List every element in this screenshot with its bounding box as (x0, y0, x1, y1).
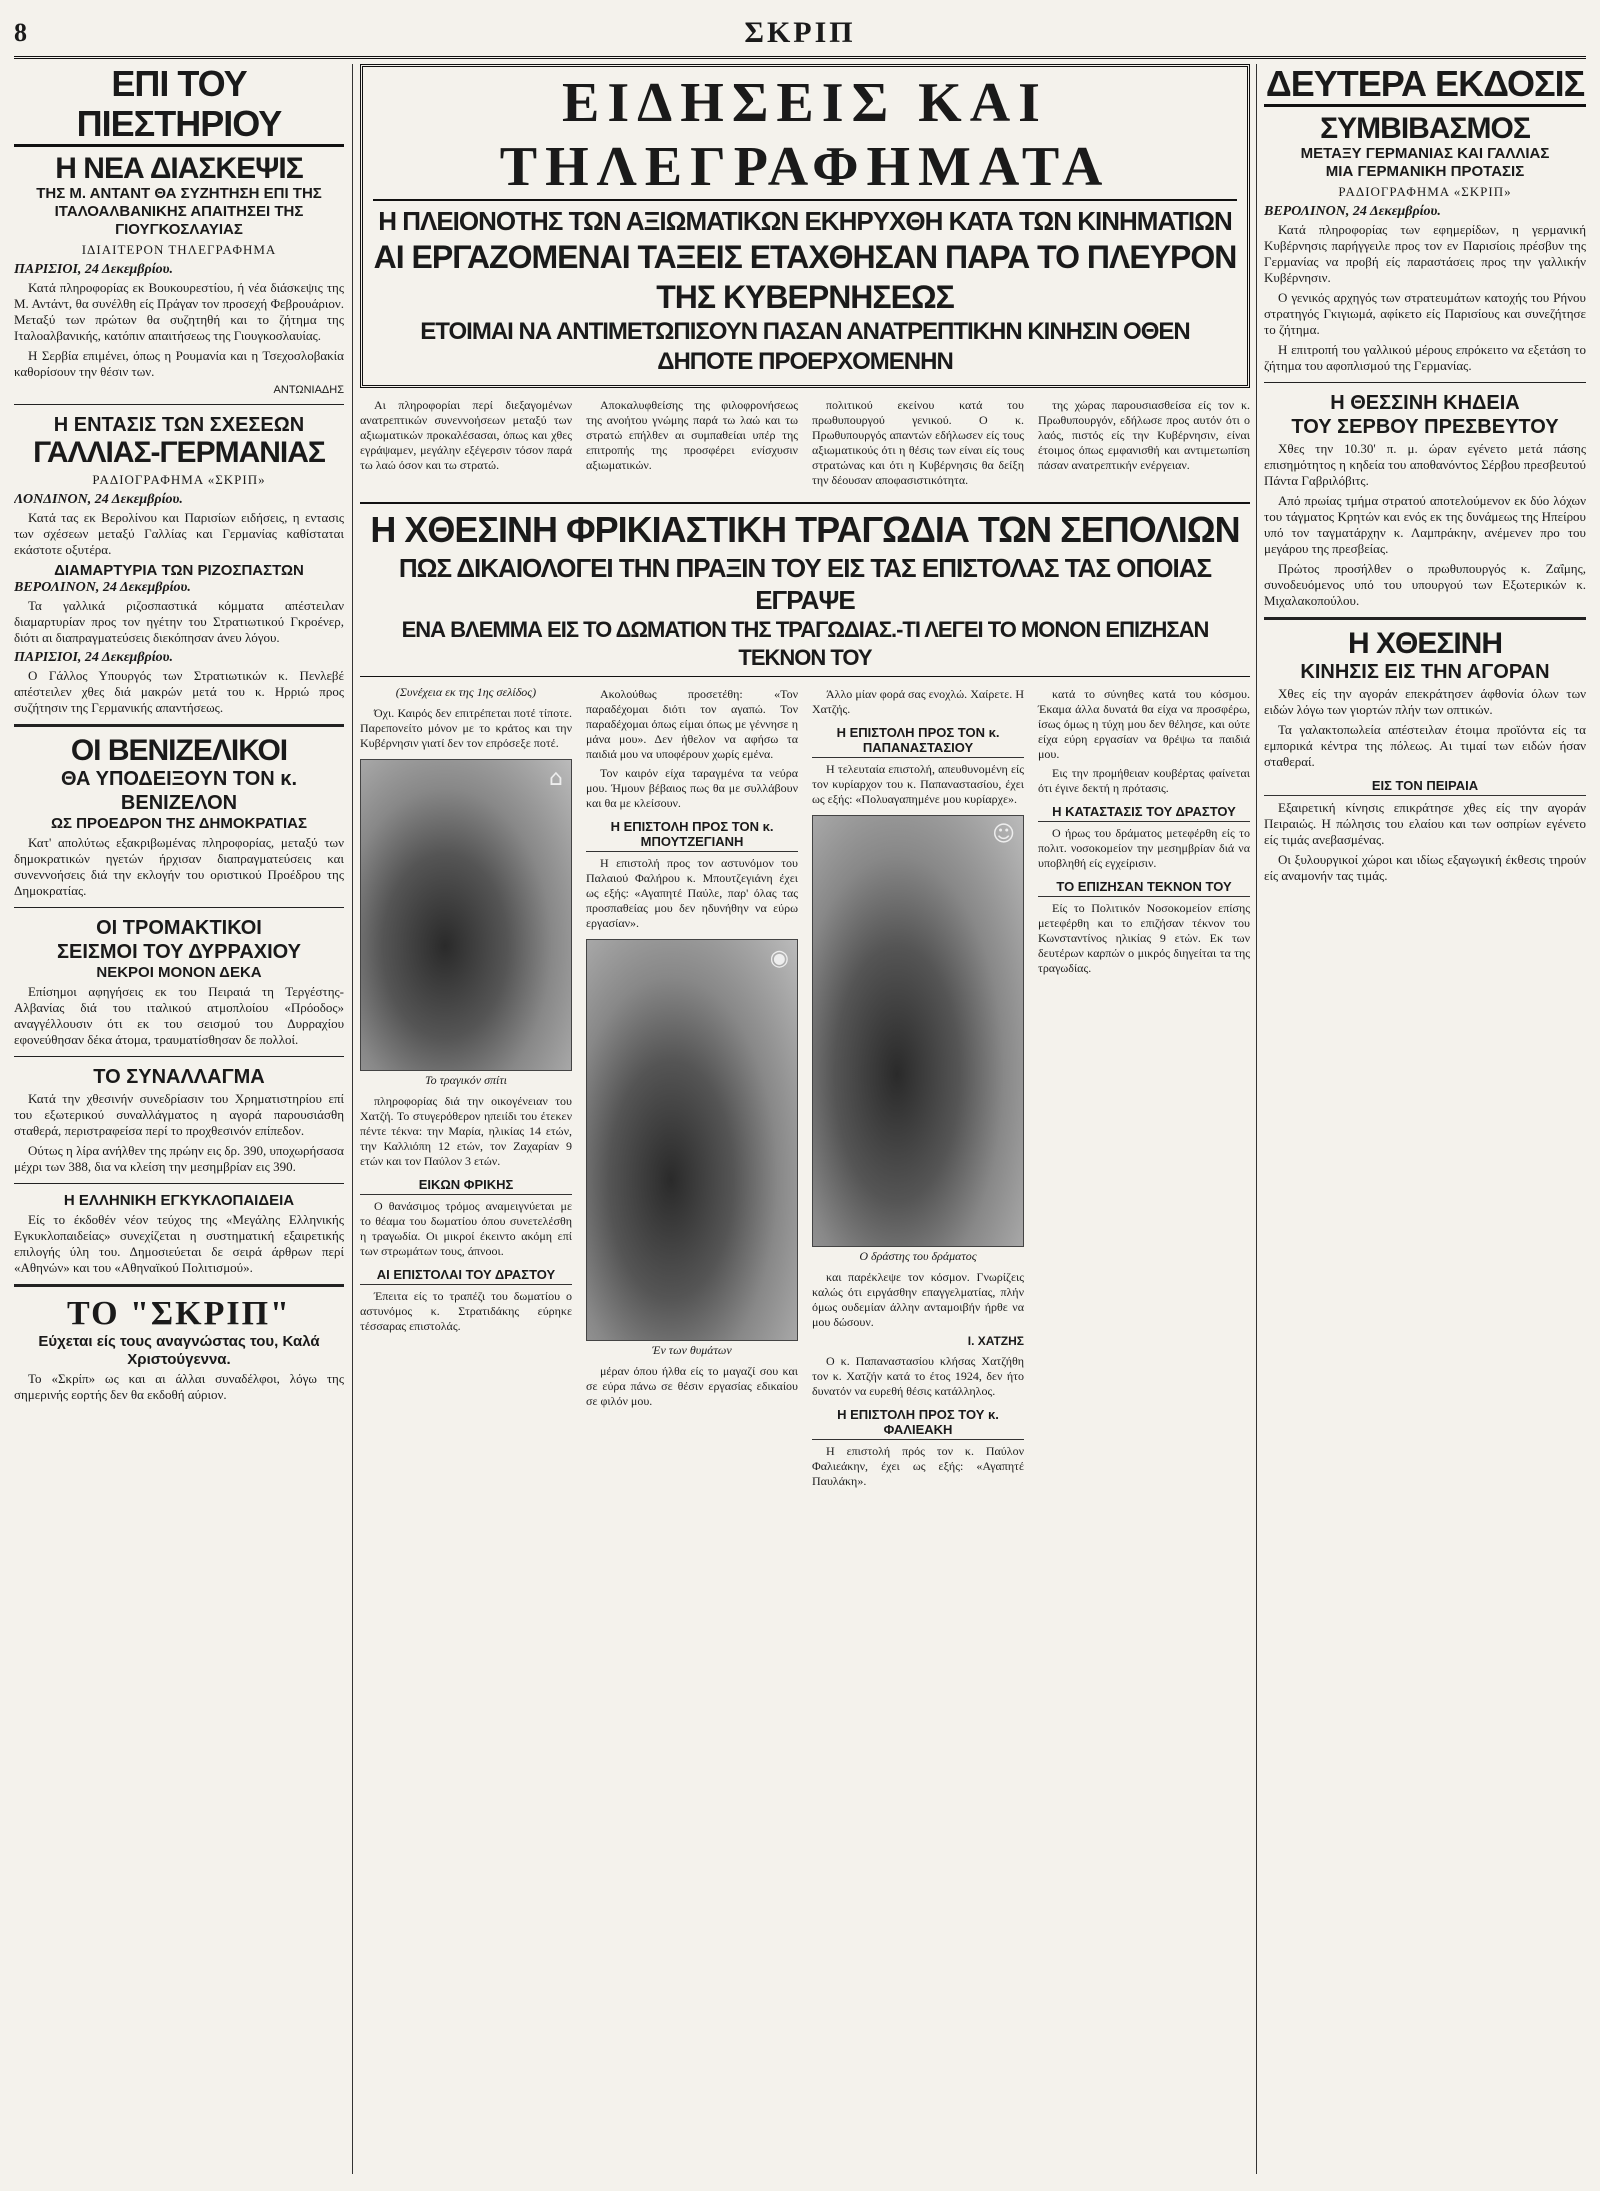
article-market (1264, 628, 1586, 884)
source-line: ΡΑΔΙΟΓΡΑΦΗΜΑ «ΣΚΡΙΠ» (1338, 184, 1512, 199)
paragraph: Είς το έκδοθέν νέον τεύχος της «Μεγάλης Ελληνικής Εγκυκλοπαιδείας» συνεχίζεται η συστηματική εξαιρετικής επιλογής ύλη του. Δημοσιεύεται δε σειρά άρθρων περί «Αθηνών» και του «Αθηναϊκού Πολιτισμού». (14, 1212, 344, 1275)
dateline: ΛΟΝΔΙΝΟΝ, 24 Δεκεμβρίου. (14, 492, 183, 507)
headline: ΟΙ ΒΕΝΙΖΕΛΙΚΟΙ (70, 734, 288, 767)
divider (1264, 382, 1586, 383)
paragraph: Επίσημοι αφηγήσεις εκ του Πειραιά τη Τεργέστης-Αλβανίας διά του ιταλικού ατμοπλοίου «Πρόοδος» αναγγέλλουσιν ότι εκ του σεισμού του Δυρραχίου εφονεύθησαν δέκα άτομα, τραυματίσθησαν δε πολλοί. (14, 984, 344, 1047)
dateline: ΒΕΡΟΛΙΝΟΝ, 24 Δεκεμβρίου. (14, 580, 191, 595)
column-divider (352, 64, 353, 2174)
paragraph: Χθες είς την αγοράν επεκράτησεν άφθονία όλων των ειδών λόγω των γιορτών πλήν των οπτικών. (1264, 686, 1586, 717)
tragedy-col-2 (586, 685, 798, 1493)
paragraph: Η Σερβία επιμένει, όπως η Ρουμανία και η Τσεχοσλοβακία καθορίσουν την θέσιν των. (14, 348, 344, 379)
tragedy-col-4 (1038, 685, 1250, 1493)
left-kicker: ΕΠΙ ΤΟΥ ΠΙΕΣΤΗΡΙΟΥ (14, 64, 344, 147)
headline: Η ΠΛΕΙΟΝΟΤΗΣ ΤΩΝ ΑΞΙΩΜΑΤΙΚΩΝ ΕΚΗΡΥΧΘΗ ΚΑΤΑ ΤΩΝ ΚΙΝΗΜΑΤΙΩΝ (373, 199, 1237, 237)
divider (1264, 617, 1586, 620)
article-encyclopedia (14, 1192, 344, 1276)
headline: ΤΟΥ ΣΕΡΒΟΥ ΠΡΕΣΒΕΥΤΟΥ (1291, 416, 1559, 438)
center-column (360, 64, 1250, 2174)
paragraph: Χθες την 10.30' π. μ. ώραν εγένετο μετά πάσης επισημότητος η κηδεία του αποθανόντος Σέρβου πρεσβευτού Πάντα Γαβριλόβιτς. (1264, 441, 1586, 488)
section-heading: ΑΙ ΕΠΙΣΤΟΛΑΙ ΤΟΥ ΔΡΑΣΤΟΥ (360, 1267, 572, 1285)
paragraph: Κατά τας εκ Βερολίνου και Παρισίων ειδήσεις, η εντασις των σχέσεων μεταξύ Γαλλίας και Γερμανίας καθίσταται εκάστοτε οξυτέρα. (14, 510, 344, 557)
paragraph: κατά το σύνηθες κατά του κόσμου. Έκαμα άλλα δυνατά θα είχα να προσφέρω, ίσως όμως η τύχη μου δεν θέλησε, και ούτε είχα εύρη εργασίαν να θρέψω τα παιδιά μου. (1038, 687, 1250, 761)
paper-name: ΣΚΡΙΠ (744, 16, 856, 49)
article-compromise (1264, 113, 1586, 374)
paragraph: Ο γενικός αρχηγός των στρατευμάτων κατοχής του Ρήνου στρατηγός Γκιγιωμά, αφίκετο είς Παρισίους και συνεζήτησε το ζήτημα. (1264, 290, 1586, 337)
paragraph: Εξαιρετική κίνησις επικράτησε χθες είς την αγοράν Πειραιώς. Η πώλησις του ελαίου και των οσπρίων εγένετο είς τιμάς ανεβασμένας. (1264, 800, 1586, 847)
byline: ΑΝΤΩΝΙΑΔΗΣ (273, 384, 344, 396)
section-title: ΕΙΔΗΣΕΙΣ ΚΑΙ ΤΗΛΕΓΡΑΦΗΜΑΤΑ (499, 72, 1111, 198)
source-line: ΙΔΙΑΙΤΕΡΟΝ ΤΗΛΕΓΡΑΦΗΜΑ (81, 242, 277, 257)
photo-icon: ⌂ (549, 766, 563, 791)
section-heading: Η ΕΠΙΣΤΟΛΗ ΠΡΟΣ ΤΟΝ κ. ΠΑΠΑΝΑΣΤΑΣΙΟΥ (812, 725, 1024, 758)
tragedy-article (360, 502, 1250, 1493)
house-photo (360, 759, 572, 1071)
paragraph: Τον καιρόν είχα ταραγμένα τα νεύρα μου. Ήμουν βέβαιος πως θα με συλλάβουν και θα με κλείσουν. (586, 766, 798, 810)
article-funeral (1264, 391, 1586, 609)
subheadline: ΜΙΑ ΓΕΡΜΑΝΙΚΗ ΠΡΟΤΑΣΙΣ (1325, 163, 1525, 180)
divider (14, 1056, 344, 1057)
paragraph: Κατά την χθεσινήν συνεδρίασιν του Χρηματιστηρίου επί του εξωτερικού συναλλάγματος η αγορά παρουσιάσθη σταθερά, περιστραφείσα περί το προχθεσινόν επίπεδον. (14, 1091, 344, 1138)
divider (14, 1284, 344, 1287)
dateline: ΠΑΡΙΣΙΟΙ, 24 Δεκεμβρίου. (14, 650, 173, 665)
headline: ΟΙ ΤΡΟΜΑΚΤΙΚΟΙ (96, 917, 262, 939)
tragedy-col-3 (812, 685, 1024, 1493)
tragedy-col-1 (360, 685, 572, 1493)
paragraph: Ακολούθως προσετέθη: «Τον παραδέχομαι διότι τον αγαπώ. Τον παραδέχομαι όπως είμαι όπως με γέννησε η μάνα μου». Δεν ήθελον να αφήσω τα παιδιά μου να υποφέρουν χωρίς εμένα. (586, 687, 798, 761)
section-heading: Η ΕΠΙΣΤΟΛΗ ΠΡΟΣ ΤΟΝ κ. ΜΠΟΥΤΖΕΓΙΑΝΗ (586, 819, 798, 852)
divider (14, 907, 344, 908)
divider (14, 404, 344, 405)
photo-caption: Έν των θυμάτων (652, 1343, 732, 1357)
headline: ΓΑΛΛΙΑΣ-ΓΕΡΜΑΝΙΑΣ (33, 436, 325, 469)
paragraph: Κατ' απολύτως εξακριβωμένας πληροφορίας, μεταξύ των δημοκρατικών ηγετών ήρχισαν διαπραγματεύσεις και συνεννοήσεις διά την εκλογήν του οριστικού Προέδρου της Δημοκρατίας. (14, 835, 344, 898)
paragraph: Ούτως η λίρα ανήλθεν της πρώην εις δρ. 390, υποχωρήσασα μέχρι των 388, δια να κλείση την μεσημβρίαν εις 390. (14, 1143, 344, 1174)
left-column (14, 64, 344, 2174)
headline: ΕΤΟΙΜΑΙ ΝΑ ΑΝΤΙΜΕΤΩΠΙΣΟΥΝ ΠΑΣΑΝ ΑΝΑΤΡΕΠΤΙΚΗΝ ΚΙΝΗΣΙΝ ΟΘΕΝ ΔΗΠΟΤΕ ΠΡΟΕΡΧΟΜΕΝΗΝ (420, 318, 1190, 375)
paragraph: Τα γαλακτοπωλεία απέστειλαν έτοιμα προϊόντα είς τα εμπορικά κέντρα της πόλεως. Αι τιμαί των ειδών ήσαν σταθεραί. (1264, 722, 1586, 769)
headline: ΘΑ ΥΠΟΔΕΙΞΟΥΝ ΤΟΝ κ. ΒΕΝΙΖΕΛΟΝ (60, 768, 298, 814)
section-heading: ΤΟ ΕΠΙΖΗΣΑΝ ΤΕΚΝΟΝ ΤΟΥ (1038, 879, 1250, 897)
section-heading: ΕΙΚΩΝ ΦΡΙΚΗΣ (360, 1177, 572, 1195)
headline: ΤΟ "ΣΚΡΙΠ" (67, 1295, 291, 1332)
paragraph: Κατά πληροφορίας εκ Βουκουρεστίου, ή νέα διάσκεψις της Μ. Αντάντ, θα συνέλθη είς Πράγαν τον προσεχή Φεβρουάριον. Μεταξύ των πρώτων θα συζητηθή και το ζήτημα της Ιταλοαλβανικής, κατόπιν απαιτήσεως της Γιουγκοσλαυίας. (14, 280, 344, 343)
headline: Η ΕΛΛΗΝΙΚΗ ΕΓΚΥΚΛΟΠΑΙΔΕΙΑ (63, 1192, 295, 1209)
signature: Ι. ΧΑΤΖΗΣ (967, 1334, 1024, 1348)
paragraph: Ο κ. Παπαναστασίου κλήσας Χατζήθη τον κ. Χατζήν κατά το έτος 1924, δεν ήτο δυνατόν να ευρεθή θέσις κατάλληλος. (812, 1354, 1024, 1398)
article-conference (14, 153, 344, 396)
headline: ΠΩΣ ΔΙΚΑΙΟΛΟΓΕΙ ΤΗΝ ΠΡΑΞΙΝ ΤΟΥ ΕΙΣ ΤΑΣ ΕΠΙΣΤΟΛΑΣ ΤΑΣ ΟΠΟΙΑΣ ΕΓΡΑΨΕ (398, 553, 1212, 615)
article-greetings (14, 1295, 344, 1403)
headline: Η ΧΘΕΣΙΝΗ ΦΡΙΚΙΑΣΤΙΚΗ ΤΡΑΓΩΔΙΑ ΤΩΝ ΣΕΠΟΛΙΩΝ (370, 509, 1240, 550)
article-tension (14, 413, 344, 716)
officers-article (360, 396, 1250, 492)
headline: ΚΙΝΗΣΙΣ ΕΙΣ ΤΗΝ ΑΓΟΡΑΝ (1300, 661, 1550, 683)
headline: ΑΙ ΕΡΓΑΖΟΜΕΝΑΙ ΤΑΞΕΙΣ ΕΤΑΧΘΗΣΑΝ ΠΑΡΑ ΤΟ ΠΛΕΥΡΟΝ ΤΗΣ ΚΥΒΕΡΝΗΣΕΩΣ (373, 239, 1237, 315)
paragraph: Ο ήρως του δράματος μετεφέρθη είς το πολιτ. νοσοκομείον την μεσημβρίαν διά να υποβληθή είς εγχείρισιν. (1038, 826, 1250, 870)
paragraph: Ο Γάλλος Υπουργός των Στρατιωτικών κ. Πενλεβέ απέστειλεν χθες διά μακρών μετά του κ. Ηρριώ προς συζήτησιν της Γερμανικής απαντήσεως. (14, 668, 344, 715)
subheadline: ΜΕΤΑΞΥ ΓΕΡΜΑΝΙΑΣ ΚΑΙ ΓΑΛΛΙΑΣ (1300, 145, 1550, 162)
article-venizelists (14, 735, 344, 899)
perpetrator-photo (812, 815, 1024, 1247)
tragedy-columns (360, 685, 1250, 1493)
headline: ΣΕΙΣΜΟΙ ΤΟΥ ΔΥΡΡΑΧΙΟΥ (56, 941, 301, 963)
paragraph: Έπειτα είς το τραπέζι του δωματίου ο αστυνόμος κ. Στρατιδάκης εύρηκε τέσσαρας επιστολάς. (360, 1289, 572, 1333)
headline: ΕΝΑ ΒΛΕΜΜΑ ΕΙΣ ΤΟ ΔΩΜΑΤΙΟΝ ΤΗΣ ΤΡΑΓΩΔΙΑΣ.-ΤΙ ΛΕΓΕΙ ΤΟ ΜΟΝΟΝ ΕΠΙΖΗΣΑΝ ΤΕΚΝΟΝ ΤΟΥ (360, 616, 1250, 677)
paragraph: Ο θανάσιμος τρόμος αναμειγνύεται με το θέαμα του δωματίου όπου συνετελέσθη η τραγωδία. Οι μικροί έκειντο ακόμη επί των στρωμάτων τους, άπνοοι. (360, 1199, 572, 1258)
victim-photo (586, 939, 798, 1341)
subheadline: ΤΗΣ Μ. ΑΝΤΑΝΤ ΘΑ ΣΥΖΗΤΗΣΗ ΕΠΙ ΤΗΣ ΙΤΑΛΟΑΛΒΑΝΙΚΗΣ ΑΠΑΙΤΗΣΕΙ ΤΗΣ ΓΙΟΥΓΚΟΣΛΑΥΙΑΣ (36, 185, 322, 238)
paragraph: Όχι. Καιρός δεν επιτρέπεται ποτέ τίποτε. Παρεπονείτο μόνον με το κράτος και την Κυβέρνησιν γιατί δεν τον επρόσεξε ποτέ. (360, 706, 572, 750)
headline: Η ΝΕΑ ΔΙΑΣΚΕΨΙΣ (55, 152, 303, 185)
article-earthquakes (14, 916, 344, 1048)
paragraph: της χώρας παρουσιασθείσα είς τον κ. Πρωθυπουργόν, εδήλωσε προς αυτόν ότι ο λαός, πιστός είς την Κυβέρνησιν, είναι έτοιμος όπως εμφανισθή και αντιμετωπίση πάσαν ανατρεπτικήν ενέργειαν. (1038, 398, 1250, 472)
masthead-rule (14, 56, 1586, 59)
right-column (1264, 64, 1586, 2174)
paragraph: Οι ξυλουργικοί χώροι και ιδίως εξαγωγική έκθεσις τηρούν είς αναμονήν τας τιμάς. (1264, 852, 1586, 883)
subheadline: ΔΙΑΜΑΡΤΥΡΙΑ ΤΩΝ ΡΙΖΟΣΠΑΣΤΩΝ (54, 562, 304, 579)
paragraph: Κατά πληροφορίας των εφημερίδων, η γερμανική Κυβέρνησις παρήγγειλε προς τον εν Παρισίοις πρέσβυν της Γερμανίας να προβή είς παραστάσεις προς την γαλλικήν Κυβέρνησιν. (1264, 222, 1586, 285)
paragraph: Η τελευταία επιστολή, απευθυνομένη είς τον κυρίαρχον του κ. Παπαναστασίου, έχει ως εξής: «Πολυαγαπημένε μου κυρίαρχε». (812, 762, 1024, 806)
source-line: ΡΑΔΙΟΓΡΑΦΗΜΑ «ΣΚΡΙΠ» (92, 472, 266, 487)
photo-icon: ☺ (992, 822, 1015, 847)
paragraph: μέραν όπου ήλθα είς το μαγαζί σου και σε εύρα πάνω σε θέσιν εργασίας εδικαίου σε φιλόν μου. (586, 1364, 798, 1408)
divider (14, 1183, 344, 1184)
paragraph: Από πρωίας τμήμα στρατού αποτελούμενον εκ δύο λόχων του τάγματος Κρητών και ενός εκ της δυνάμεως της Ηπείρου υπό τον ταγματάρχην κ. Λαμπράκην, ανέμενεν προ του μεγάρου της πρεσβείας. (1264, 493, 1586, 556)
paragraph: πολιτικού εκείνου κατά του πρωθυπουργού γενικού. Ο κ. Πρωθυπουργός απαντών εδήλωσεν είς τους αξιωματικούς ότι η θέσις των είναι είς τους στρατώνας και ότι η Κυβέρνησις θα δείξη την δέουσαν αποφασιστικότητα. (812, 398, 1024, 487)
photo-caption: Ο δράστης του δράματος (859, 1249, 977, 1263)
photo-caption: Το τραγικόν σπίτι (425, 1073, 507, 1087)
paragraph: Η επιστολή προς τον αστυνόμον του Παλαιού Φαλήρου κ. Μπουτζεγιάνη έχει ως εξής: «Αγαπητέ Παύλε, παρ' όλας τας προσπαθείας μου δεν ηδυνήθην να εύρω εργασίαν». (586, 856, 798, 930)
headline: Η ΕΝΤΑΣΙΣ ΤΩΝ ΣΧΕΣΕΩΝ (53, 414, 305, 436)
paragraph: πληροφορίας διά την οικογένειαν του Χατζή. Το στυγερόθερον ηπειίδι του έτεκεν πέντε τέκνα: την Μαρία, ηλικίας 14 ετών, την Καλλιόπη 12 ετών, τον Ζαχαρίαν 9 ετών και τον Παύλον 3 ετών. (360, 1094, 572, 1168)
subheadline: ΩΣ ΠΡΟΕΔΡΟΝ ΤΗΣ ΔΗΜΟΚΡΑΤΙΑΣ (50, 815, 308, 832)
paragraph: Τα γαλλικά ριζοσπαστικά κόμματα απέστειλαν διαμαρτυρίαν προς τον ηγέτην του Στρατιωτικού Γκροένερ, διότι αι διαπραγματεύσεις διεκόπησαν άνευ λόγου. (14, 598, 344, 645)
paragraph: Εις την προμήθειαν κουβέρτας φαίνεται ότι έγινε δεκτή η πρότασις. (1038, 766, 1250, 795)
paragraph: Αι πληροφορίαι περί διεξαγομένων ανατρεπτικών συνεννοήσεων μεταξύ των αξιωματικών προκαλέσασαι, όπως και χθες εγράψαμεν, μεγάλην εξέγερσιν τόσον παρά τω λαώ όσον και τω στρατώ. (360, 398, 572, 472)
subheadline: Εύχεται είς τους αναγνώστας του, Καλά Χριστούγεννα. (38, 1333, 320, 1368)
paragraph: Είς το Πολιτικόν Νοσοκομείον επίσης μετεφέρθη και το επιζήσαν τέκνον του Κωνσταντίνος ηλικίας 9 ετών. Εκ των δευτέρων καρπών ο μικρός διηγείται τα της τραγωδίας. (1038, 901, 1250, 975)
headline: ΤΟ ΣΥΝΑΛΛΑΓΜΑ (93, 1066, 265, 1088)
divider (14, 724, 344, 727)
masthead (14, 14, 1586, 56)
section-heading: ΕΙΣ ΤΟΝ ΠΕΙΡΑΙΑ (1264, 778, 1586, 796)
column-divider (1256, 64, 1257, 2174)
paragraph: Αποκαλυφθείσης της φιλοφρονήσεως της ανοήτου γνώμης παρά τω λαώ και τω στρατώ επήλθεν αι συμπαθείαι υπέρ της επιτροπής της προσφέρει ενίσχυσιν αξιωματικών. (586, 398, 798, 472)
section-heading: Η ΚΑΤΑΣΤΑΣΙΣ ΤΟΥ ΔΡΑΣΤΟΥ (1038, 804, 1250, 822)
paragraph: και παρέκλεψε τον κόσμον. Γνωρίζεις καλώς ότι ειργάσθην επαγγελματίας, πλήν όμως ουδεμίαν άλλην ανταμοιβήν ήρθε να μου δώσουν. (812, 1270, 1024, 1329)
news-banner (360, 64, 1250, 388)
right-kicker: ΔΕΥΤΕΡΑ ΕΚΔΟΣΙΣ (1264, 64, 1586, 107)
page-number: 8 (14, 18, 27, 47)
subheadline: ΝΕΚΡΟΙ ΜΟΝΟΝ ΔΕΚΑ (96, 964, 262, 981)
section-heading: Η ΕΠΙΣΤΟΛΗ ΠΡΟΣ ΤΟΥ κ. ΦΑΛΙΕΑΚΗ (812, 1407, 1024, 1440)
paragraph: Η επιστολή πρός τον κ. Παύλον Φαλιεάκην, έχει ως εξής: «Αγαπητέ Παυλάκη». (812, 1444, 1024, 1488)
headline: Η ΘΕΣΣΙΝΗ ΚΗΔΕΙΑ (1330, 392, 1520, 414)
headline: Η ΧΘΕΣΙΝΗ (1347, 627, 1503, 660)
paragraph: Το «Σκρίπ» ως και αι άλλαι συναδέλφοι, λόγω της σημερινής εορτής δεν θα εκδοθή αύριον. (14, 1371, 344, 1402)
photo-icon: ◉ (769, 946, 789, 971)
continuation-note: (Συνέχεια εκ της 1ης σελίδος) (395, 685, 537, 699)
dateline: ΒΕΡΟΛΙΝΟΝ, 24 Δεκεμβρίου. (1264, 204, 1441, 219)
article-exchange (14, 1065, 344, 1175)
paragraph: Η επιτροπή του γαλλικού μέρους επρόκειτο να εξετάση το ζήτημα του αφοπλισμού της Γερμανίας. (1264, 342, 1586, 373)
paragraph: Άλλο μίαν φορά σας ενοχλώ. Χαίρετε. Η Χατζής. (812, 687, 1024, 716)
headline: ΣΥΜΒΙΒΑΣΜΟΣ (1320, 112, 1530, 145)
dateline: ΠΑΡΙΣΙΟΙ, 24 Δεκεμβρίου. (14, 262, 173, 277)
paragraph: Πρώτος προσήλθεν ο πρωθυπουργός κ. Ζαΐμης, συνοδευόμενος υπό του υπουργού των Εξωτερικών κ. Μιχαλακοπούλου. (1264, 561, 1586, 608)
